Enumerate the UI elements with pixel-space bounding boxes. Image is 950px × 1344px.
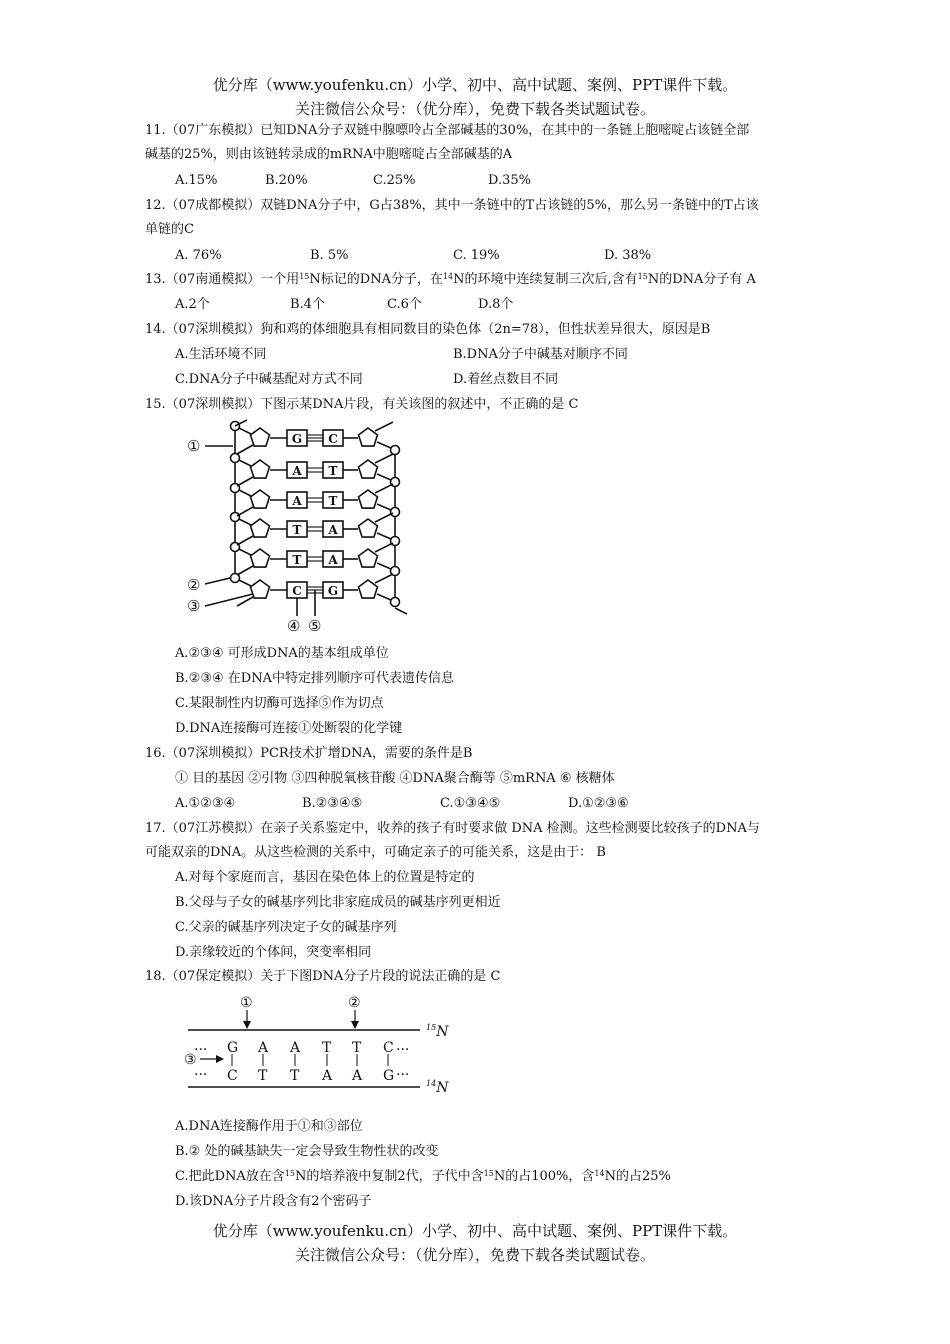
base-letter-right: T <box>328 464 338 478</box>
bond-left <box>239 460 251 466</box>
q18-label-top <box>426 1023 449 1040</box>
tail <box>395 608 407 614</box>
phosphate-left <box>231 513 240 522</box>
bond-left-down <box>237 597 253 606</box>
deoxyribose-right <box>359 490 378 508</box>
base-letter-left: G <box>291 432 303 446</box>
q15-label-3: ③ <box>187 597 201 615</box>
base-letter-left: T <box>292 523 302 537</box>
q18-option-c-sup3: 14 <box>594 1169 605 1178</box>
phosphate-left <box>231 454 240 463</box>
base-letter-right: C <box>328 432 338 446</box>
q17-stem-line2: 可能双亲的DNA。从这些检测的关系中，可确定亲子的可能关系，这是由于： B <box>145 845 606 860</box>
q18-option-c <box>175 1168 671 1186</box>
q15-option-c: C.某限制性内切酶可选择⑤作为切点 <box>175 696 384 711</box>
base-letter-left: C <box>292 584 302 598</box>
deoxyribose-left <box>251 549 270 567</box>
bond-right-up <box>375 574 393 583</box>
deoxyribose-left <box>251 428 270 446</box>
q15-option-d: D.DNA连接酶可连接①处断裂的化学键 <box>175 721 403 736</box>
q18-label-bottom <box>426 1079 449 1096</box>
q11-stem-line1: 11.（07广东模拟）已知DNA分子双链中腺嘌呤占全部碱基的30%，在其中的一条链上胞嘧啶占该链全部 <box>145 123 750 138</box>
q16-stem: 16.（07深圳模拟）PCR技术扩增DNA，需要的条件是B <box>145 746 473 761</box>
q18-option-a: A.DNA连接酶作用于①和③部位 <box>175 1119 363 1134</box>
q18-ellipsis-top-left: ··· <box>194 1042 208 1058</box>
bond-right <box>377 533 391 539</box>
q13-stem-part4: N的DNA分子有 A <box>647 272 756 287</box>
bond-right-up <box>375 513 393 522</box>
q14-option-d: D.着丝点数目不同 <box>453 372 559 387</box>
deoxyribose-right <box>359 549 378 567</box>
pointer-3 <box>205 594 253 606</box>
phosphate-right <box>391 446 400 455</box>
q16-option-c: C.①③④⑤ <box>440 796 501 811</box>
bond-left <box>239 580 251 586</box>
q13-option-a: A.2个 <box>175 297 210 312</box>
q12-option-a: A. 76% <box>175 248 222 263</box>
base-letter-right: T <box>328 494 338 508</box>
bottom-strand-base: T <box>290 1068 300 1084</box>
q17-option-d: D.亲缘较近的个体间，突变率相同 <box>175 945 372 960</box>
base-letter-right: A <box>328 553 338 567</box>
top-strand-base: T <box>322 1040 332 1056</box>
base-letter-right: A <box>328 523 338 537</box>
q15-label-4: ④ <box>287 617 301 635</box>
q14-option-a: A.生活环境不同 <box>175 347 267 362</box>
q11-stem-line2: 碱基的25%，则由该链转录成的mRNA中胞嘧啶占全部碱基的A <box>145 147 513 162</box>
phosphate-left <box>231 574 240 583</box>
q13-sup1: 15 <box>299 272 310 281</box>
bond-left <box>239 490 251 496</box>
phosphate-right <box>391 508 400 517</box>
q18-option-c-part4: N的占25% <box>604 1169 671 1184</box>
bond-left <box>239 428 251 434</box>
deoxyribose-right <box>359 460 378 478</box>
q12-option-d: D. 38% <box>604 248 652 263</box>
q12-option-b: B. 5% <box>310 248 349 263</box>
bottom-strand-base: A <box>322 1068 333 1084</box>
q18-option-c-part2: N的培养液中复制2代，子代中含 <box>295 1169 484 1184</box>
q18-marker-2: ② <box>348 995 361 1011</box>
q11-option-b: B.20% <box>265 173 308 188</box>
q16-conditions: ① 目的基因 ②引物 ③四种脱氧核苷酸 ④DNA聚合酶等 ⑤mRNA ⑥ 核糖体 <box>175 771 615 786</box>
q15-option-b: B.②③④ 在DNA中特定排列顺序可代表遗传信息 <box>175 671 454 686</box>
q15-label-1: ① <box>187 437 201 455</box>
bond-left <box>239 519 251 525</box>
q18-marker-1: ① <box>240 995 253 1011</box>
q13-option-c: C.6个 <box>387 297 422 312</box>
bond-left-down <box>237 445 253 454</box>
q18-ellipsis-bottom-right: ··· <box>396 1067 410 1083</box>
bond-left-down <box>237 477 253 486</box>
bond-right-up <box>375 422 393 431</box>
top-strand-base: C <box>383 1040 394 1056</box>
q18-ellipsis-bottom-left: ··· <box>194 1067 208 1083</box>
q18-label-bottom-sup: 14 <box>426 1079 437 1088</box>
q13-option-b: B.4个 <box>290 297 325 312</box>
top-strand-base: A <box>290 1040 301 1056</box>
base-letter-left: A <box>292 464 302 478</box>
q12-stem-line2: 单链的C <box>145 222 194 237</box>
q11-option-d: D.35% <box>488 173 531 188</box>
q18-label-top-n: N <box>436 1024 449 1040</box>
q18-option-d: D.该DNA分子片段含有2个密码子 <box>175 1194 372 1209</box>
tail <box>235 420 247 426</box>
q11-option-a: A.15% <box>175 173 218 188</box>
top-strand-base: A <box>258 1040 269 1056</box>
q13-sup3: 15 <box>637 272 648 281</box>
q17-option-a: A.对每个家庭而言，基因在染色体上的位置是特定的 <box>175 870 475 885</box>
base-letter-left: T <box>292 553 302 567</box>
bottom-strand-base: T <box>258 1068 268 1084</box>
q18-label-bottom-n: N <box>436 1080 449 1096</box>
top-strand-base: G <box>227 1040 239 1056</box>
bottom-strand-base: G <box>383 1068 395 1084</box>
bond-right <box>377 563 391 569</box>
q13-stem-part1: 13.（07南通模拟）一个用 <box>145 272 300 287</box>
bottom-strand-base: C <box>227 1068 238 1084</box>
bond-left <box>239 549 251 555</box>
pointer-2 <box>205 578 230 584</box>
q18-ellipsis-top-right: ··· <box>396 1042 410 1058</box>
deoxyribose-right <box>359 519 378 537</box>
base-letter-left: A <box>292 494 302 508</box>
q18-option-c-part1: C.把此DNA放在含 <box>175 1169 285 1184</box>
q13-sup2: 14 <box>442 272 454 281</box>
header-line-2: 关注微信公众号：（优分库），免费下载各类试题试卷。 <box>294 100 655 118</box>
q15-dna-figure <box>185 418 425 638</box>
bond-right-up <box>375 454 393 463</box>
q18-option-c-sup1: 15 <box>284 1169 295 1178</box>
footer-line-1: 优分库（www.youfenku.cn）小学、初中、高中试题、案例、PPT课件下载。 <box>212 1222 738 1240</box>
deoxyribose-left <box>251 460 270 478</box>
bond-left-down <box>237 566 253 575</box>
q13-option-d: D.8个 <box>478 297 514 312</box>
deoxyribose-left <box>251 519 270 537</box>
bond-right <box>377 504 391 510</box>
q18-dna-figure <box>180 988 470 1100</box>
q16-option-d: D.①②③⑥ <box>568 796 629 811</box>
deoxyribose-left <box>251 580 270 598</box>
q12-stem-line1: 12.（07成都模拟）双链DNA分子中，G占38%，其中一条链中的T占该链的5%，那么另一条链中的T占该 <box>145 198 759 213</box>
bond-left-down <box>237 536 253 545</box>
q14-option-b: B.DNA分子中碱基对顺序不同 <box>453 347 628 362</box>
q14-option-c: C.DNA分子中碱基配对方式不同 <box>175 372 363 387</box>
header-line-1: 优分库（www.youfenku.cn）小学、初中、高中试题、案例、PPT课件下载。 <box>212 76 738 94</box>
q18-option-b: B.② 处的碱基缺失一定会导致生物性状的改变 <box>175 1144 439 1159</box>
phosphate-right <box>391 598 400 607</box>
bond-right <box>377 594 391 600</box>
q18-marker-3: ③ <box>184 1052 197 1068</box>
q16-option-a: A.①②③④ <box>175 796 236 811</box>
phosphate-left <box>231 543 240 552</box>
q11-option-c: C.25% <box>373 173 416 188</box>
q15-stem: 15.（07深圳模拟）下图示某DNA片段，有关该图的叙述中，不正确的是 C <box>145 397 579 412</box>
top-strand-base: T <box>352 1040 362 1056</box>
q18-label-top-sup: 15 <box>426 1023 437 1032</box>
q15-label-2: ② <box>187 576 201 594</box>
footer-line-2: 关注微信公众号：（优分库），免费下载各类试题试卷。 <box>294 1246 655 1264</box>
q18-option-c-sup2: 15 <box>483 1169 494 1178</box>
deoxyribose-right <box>359 580 378 598</box>
q14-stem: 14.（07深圳模拟）狗和鸡的体细胞具有相同数目的染色体（2n=78），但性状差异很大，原因是B <box>145 322 711 337</box>
bond-right-up <box>375 484 393 493</box>
q17-stem-line1: 17.（07江苏模拟）在亲子关系鉴定中，收养的孩子有时要求做 DNA 检测。这些检测要比较孩子的DNA与 <box>145 821 760 836</box>
bond-right <box>377 474 391 480</box>
q17-option-c: C.父亲的碱基序列决定子女的碱基序列 <box>175 920 397 935</box>
q13-stem-part3: N的环境中连续复制三次后,含有 <box>453 272 638 287</box>
q17-option-b: B.父母与子女的碱基序列比非家庭成员的碱基序列更相近 <box>175 895 501 910</box>
q15-label-5: ⑤ <box>308 617 322 635</box>
phosphate-left <box>231 484 240 493</box>
q15-option-a: A.②③④ 可形成DNA的基本组成单位 <box>175 646 389 661</box>
q13-stem <box>145 271 756 289</box>
q13-stem-part2: N标记的DNA分子，在 <box>309 272 443 287</box>
q16-option-b: B.②③④⑤ <box>302 796 363 811</box>
q18-option-c-part3: N的占100%，含 <box>493 1169 595 1184</box>
deoxyribose-left <box>251 490 270 508</box>
bond-right <box>377 442 391 448</box>
q12-option-c: C. 19% <box>453 248 500 263</box>
deoxyribose-right <box>359 428 378 446</box>
bond-right-up <box>375 543 393 552</box>
base-letter-right: G <box>327 584 339 598</box>
q18-stem: 18.（07保定模拟）关于下图DNA分子片段的说法正确的是 C <box>145 969 501 984</box>
bottom-strand-base: A <box>352 1068 363 1084</box>
